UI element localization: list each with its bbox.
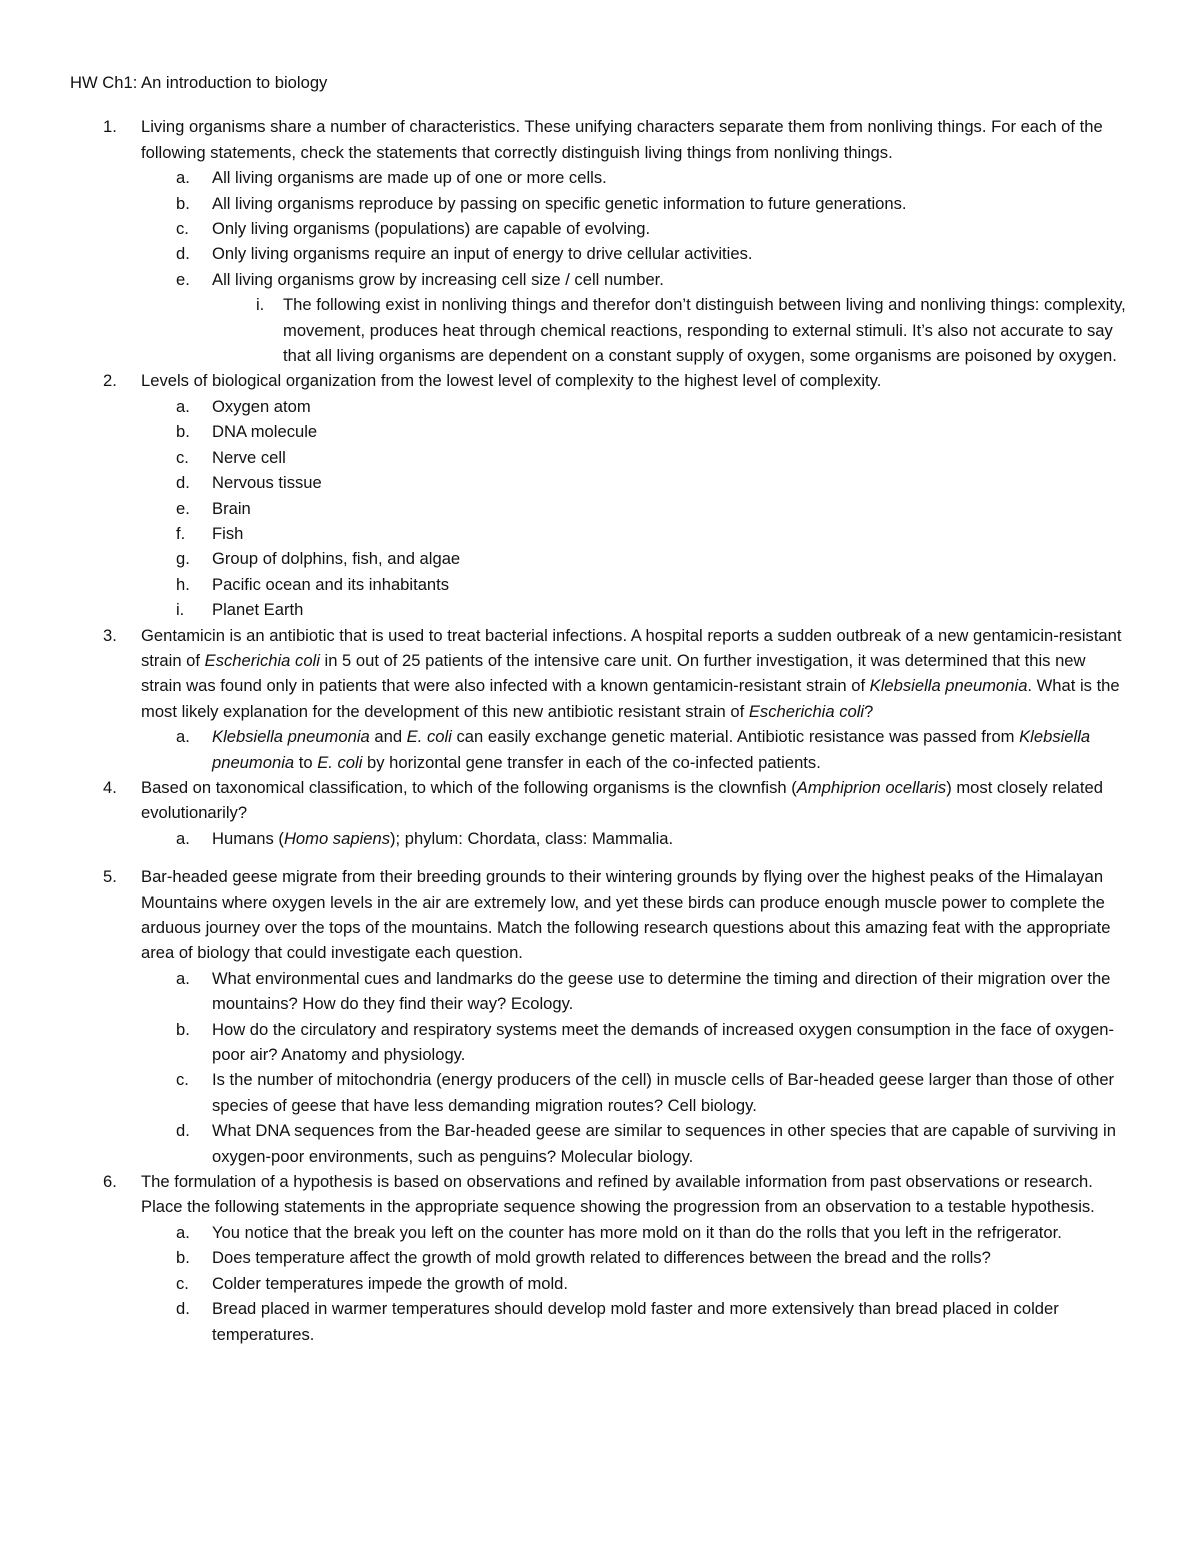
item-letter: e.: [176, 269, 190, 289]
question-text-part: in 5 out of 25 patients of the intensive care unit. On further investigation, it was determined that this new strain was found only in patients that were also infected with a known gentamicin-resistant strain of: [141, 650, 1086, 696]
item-text: Only living organisms require an input of energy to drive cellular activities.: [212, 244, 753, 264]
item-letter: d.: [176, 1299, 190, 1319]
item-text: Does temperature affect the growth of mold growth related to differences between the bread and the rolls?: [212, 1248, 991, 1268]
question-number: 1.: [103, 117, 117, 137]
question-6-options: [70, 1220, 1130, 1347]
question-number: 3.: [103, 625, 117, 645]
question-text-part: . What is the most likely explanation for the development of this new antibiotic resistant strain of: [141, 676, 1120, 721]
list-item: [141, 1296, 1130, 1347]
list-item: [141, 419, 1130, 444]
list-item: [141, 1220, 1130, 1245]
item-letter: a.: [176, 727, 190, 747]
species-name: E. coli: [317, 752, 363, 772]
list-item: [141, 1271, 1130, 1296]
item-text: Is the number of mitochondria (energy producers of the cell) in muscle cells of Bar-headed geese larger than those of other species of geese that have less demanding migration routes? Cell biology.: [212, 1070, 1115, 1115]
answer-text-part: can easily exchange genetic material. Antibiotic resistance was passed from: [451, 727, 1020, 747]
item-text: Nervous tissue: [212, 473, 322, 493]
list-item: [141, 394, 1130, 419]
item-letter: c.: [176, 219, 189, 239]
item-text: Nerve cell: [212, 447, 286, 467]
list-item: [141, 572, 1130, 597]
list-item: [141, 470, 1130, 495]
list-item: [141, 1017, 1130, 1068]
list-item: [141, 496, 1130, 521]
question-text-part: ?: [864, 701, 874, 721]
species-name: Escherichia coli: [204, 650, 320, 670]
answer-note: [212, 292, 1130, 368]
item-text: What DNA sequences from the Bar-headed geese are similar to sequences in other species that are capable of surviving in oxygen-poor environments, such as penguins? Molecular biology.: [212, 1121, 1116, 1166]
question-number: 2.: [103, 371, 117, 391]
answer-text-part: ); phylum: Chordata, class: Mammalia.: [390, 828, 674, 848]
question-number: 5.: [103, 867, 117, 887]
question-text: Living organisms share a number of characteristics. These unifying characters separate them from nonliving things. For each of the following statements, check the statements that correctly distinguish living things from nonliving things.: [141, 117, 1103, 162]
item-text: Brain: [212, 498, 251, 518]
list-item: [141, 1067, 1130, 1118]
question-4: [70, 775, 1130, 826]
species-name: Homo sapiens: [283, 828, 391, 848]
question-text: Bar-headed geese migrate from their breeding grounds to their wintering grounds by flying over the highest peaks of the Himalayan Mountains where oxygen levels in the air are extremely low, and yet these birds can produce enough muscle power to complete the arduous journey over the tops of the mountains. Match the following research questions about this amazing feat with the appropriate area of biology that could investigate each question.: [141, 867, 1111, 963]
item-letter: a.: [176, 1222, 190, 1242]
species-name: Klebsiella pneumonia: [212, 727, 370, 747]
item-text: Colder temperatures impede the growth of mold.: [212, 1273, 569, 1293]
item-letter: c.: [176, 447, 189, 467]
document-title: HW Ch1: An introduction to biology: [70, 73, 328, 92]
question-text: The formulation of a hypothesis is based on observations and refined by available information from past observations or research. Place the following statements in the appropriate sequence showing the progression from an observation to a testable hypothesis.: [141, 1172, 1095, 1217]
item-text: DNA molecule: [212, 422, 318, 442]
list-item: [141, 826, 1130, 851]
question-2: [70, 368, 1130, 393]
list-item: [141, 165, 1130, 190]
question-text-part: Gentamicin is an antibiotic that is used to treat bacterial infections. A hospital reports a sudden outbreak of a new gentamicin-resistant strain of: [141, 625, 1122, 670]
list-item: [141, 1118, 1130, 1169]
item-text: Planet Earth: [212, 600, 304, 620]
list-item: [141, 267, 1130, 292]
species-name: Amphiprion ocellaris: [796, 777, 947, 797]
note-text: The following exist in nonliving things and therefor don’t distinguish between living and nonliving things: complexity, movement, produces heat through chemical reactions, responding to external stimuli. It’s also not accurate to say that all living organisms are dependent on a constant supply of oxygen, some organisms are poisoned by oxygen.: [283, 295, 1126, 366]
answer-text-part: by horizontal gene transfer in each of the co-infected patients.: [362, 752, 821, 772]
species-name: Escherichia coli: [748, 701, 865, 721]
item-text: What environmental cues and landmarks do the geese use to determine the timing and direction of their migration over the mountains? How do they find their way? Ecology.: [212, 968, 1111, 1014]
item-letter: b.: [176, 422, 190, 442]
item-text: How do the circulatory and respiratory systems meet the demands of increased oxygen consumption in the face of oxygen-poor air? Anatomy and physiology.: [212, 1019, 1115, 1065]
item-text: All living organisms are made up of one or more cells.: [212, 168, 607, 188]
question-1-options: [70, 165, 1130, 368]
list-item: [141, 724, 1130, 775]
answer-text-part: to: [294, 752, 318, 772]
question-4-answer: [70, 826, 1130, 851]
item-text: Fish: [212, 523, 244, 543]
item-text: All living organisms reproduce by passing on specific genetic information to future generations.: [212, 193, 907, 213]
species-name: Klebsiella pneumonia: [869, 676, 1028, 696]
item-letter: c.: [176, 1070, 189, 1090]
item-letter: e.: [176, 498, 190, 518]
item-letter: b.: [176, 193, 190, 213]
question-5: [70, 864, 1130, 966]
item-text: You notice that the break you left on the counter has more mold on it than do the rolls that you left in the refrigerator.: [212, 1222, 1062, 1242]
answer-text-part: and: [369, 727, 407, 747]
note-numeral: i.: [256, 295, 265, 315]
item-text: Pacific ocean and its inhabitants: [212, 574, 450, 594]
question-number: 6.: [103, 1172, 117, 1192]
question-text-part: ) most closely related evolutionarily?: [141, 777, 1103, 823]
answer-text-part: Humans (: [212, 828, 284, 848]
question-2-options: [70, 394, 1130, 623]
item-letter: b.: [176, 1019, 190, 1039]
item-letter: g.: [176, 549, 190, 569]
question-5-options: [70, 966, 1130, 1169]
question-number: 4.: [103, 777, 117, 797]
species-name: E. coli: [406, 727, 452, 747]
list-item: [141, 546, 1130, 571]
list-item: [141, 216, 1130, 241]
question-3: [70, 623, 1130, 725]
question-text: Levels of biological organization from the lowest level of complexity to the highest level of complexity.: [141, 371, 882, 391]
blank-line: [70, 851, 1130, 864]
list-item: [141, 191, 1130, 216]
item-letter: h.: [176, 574, 190, 594]
question-1: [70, 114, 1130, 165]
question-3-answer: [70, 724, 1130, 775]
item-letter: f.: [176, 523, 186, 543]
list-item: [141, 521, 1130, 546]
list-item: [141, 241, 1130, 266]
question-text-part: Based on taxonomical classification, to which of the following organisms is the clownfish (: [141, 777, 797, 797]
item-letter: i.: [176, 600, 185, 620]
item-letter: a.: [176, 396, 190, 416]
item-letter: a.: [176, 968, 190, 988]
list-item: [141, 1245, 1130, 1270]
question-6: [70, 1169, 1130, 1220]
item-text: Only living organisms (populations) are capable of evolving.: [212, 219, 651, 239]
answer-note-block: [141, 292, 1130, 368]
item-letter: d.: [176, 244, 190, 264]
item-text: Group of dolphins, fish, and algae: [212, 549, 461, 569]
item-letter: a.: [176, 828, 190, 848]
item-text: Oxygen atom: [212, 396, 311, 416]
item-text: All living organisms grow by increasing cell size / cell number.: [212, 269, 664, 289]
list-item: [141, 597, 1130, 622]
item-letter: c.: [176, 1273, 189, 1293]
item-letter: d.: [176, 1121, 190, 1141]
item-letter: a.: [176, 168, 190, 188]
species-name: Klebsiella pneumonia: [212, 727, 1091, 772]
item-letter: d.: [176, 473, 190, 493]
item-text: Bread placed in warmer temperatures should develop mold faster and more extensively than bread placed in colder temperatures.: [212, 1299, 1059, 1344]
list-item: [141, 966, 1130, 1017]
list-item: [141, 445, 1130, 470]
item-letter: b.: [176, 1248, 190, 1268]
